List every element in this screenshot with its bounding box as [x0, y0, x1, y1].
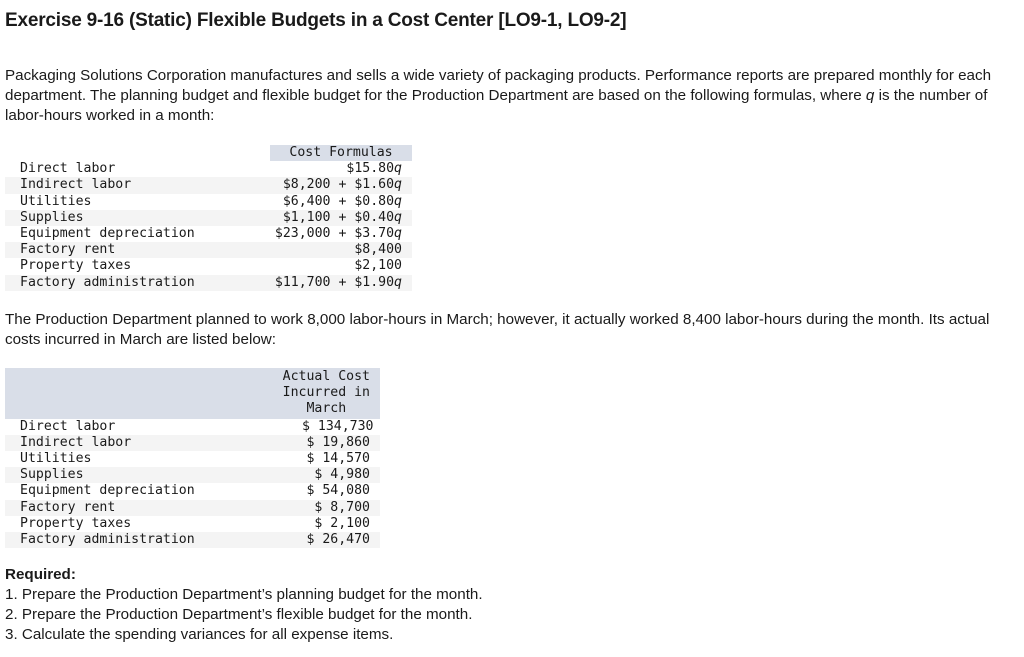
required-heading: Required: — [5, 566, 76, 583]
table-row — [5, 532, 380, 548]
actual-cost-cell — [273, 467, 380, 483]
table-row — [5, 435, 380, 451]
actual-cost-cell — [273, 419, 380, 435]
cost-formulas-table — [5, 145, 412, 291]
cost-item-label: Direct labor — [20, 418, 116, 434]
variable-symbol: q — [394, 274, 402, 290]
intro-text-after: is the number of labor-hours worked in a month: — [5, 87, 988, 124]
actual-cost-value: $ 8,700 — [314, 499, 370, 515]
fixed-cost: $6,400 — [282, 193, 331, 209]
cost-formula-cell — [270, 210, 412, 226]
variable-rate: $1.90 — [354, 274, 395, 290]
actual-cost-cell — [273, 435, 380, 451]
cost-formula-cell — [270, 177, 412, 193]
cost-item-label: Factory rent — [5, 242, 270, 258]
actual-cost-cell — [273, 483, 380, 499]
intro-text-before: Packaging Solutions Corporation manufactures and sells a wide variety of packaging products. Performance reports are prepared monthly for each department. The planning budget and flexible budget for the Production Department are based on the following formulas, where — [5, 67, 992, 104]
actual-cost-cell — [273, 516, 380, 532]
table-row — [5, 419, 380, 435]
cost-item-label: Indirect labor — [5, 435, 273, 451]
cost-item-label: Factory rent — [5, 500, 273, 516]
label-column-header — [5, 368, 273, 419]
actual-cost-value: $ 134,730 — [302, 418, 374, 434]
cost-item-label: Equipment depreciation — [20, 483, 195, 499]
actual-cost-value: $ 26,470 — [306, 532, 370, 548]
table-header-row — [5, 145, 412, 161]
actual-cost-cell — [273, 500, 380, 516]
required-section — [5, 565, 483, 645]
table-row — [5, 516, 380, 532]
table-row — [5, 483, 380, 499]
table-row — [5, 258, 412, 274]
variable-symbol: q — [394, 177, 402, 193]
actual-cost-cell — [273, 451, 380, 467]
table-row — [5, 467, 380, 483]
fixed-cost: $1,100 — [282, 209, 331, 225]
table-row — [5, 275, 412, 291]
header-line: March — [306, 401, 347, 417]
table-row — [5, 451, 380, 467]
cost-item-label: Utilities — [20, 451, 92, 467]
actual-cost-value: $ 2,100 — [314, 515, 370, 531]
cost-item-label: Indirect labor — [5, 177, 270, 193]
plus-sign: + — [338, 209, 347, 225]
cost-formula-cell — [270, 258, 412, 274]
cost-formula-cell — [270, 194, 412, 210]
cost-formula-cell — [270, 161, 412, 177]
variable-symbol: q — [394, 161, 402, 177]
plus-sign: + — [338, 193, 347, 209]
actual-cost-value: $ 4,980 — [314, 467, 370, 483]
cost-item-label: Equipment depreciation — [20, 226, 195, 242]
header-line: Actual Cost — [282, 369, 370, 384]
label-column-header — [5, 145, 270, 161]
fixed-cost: $8,200 — [282, 177, 331, 193]
intro-paragraph — [5, 66, 995, 126]
actual-cost-value: $ 19,860 — [306, 434, 370, 450]
cost-formulas-header: Cost Formulas — [270, 145, 412, 161]
table-row — [5, 500, 380, 516]
actual-costs-table — [5, 368, 380, 548]
required-item: 3. Calculate the spending variances for all expense items. — [5, 626, 394, 643]
cost-formula-cell — [270, 226, 412, 242]
table-row — [5, 242, 412, 258]
page-title: Exercise 9-16 (Static) Flexible Budgets in a Cost Center [LO9-1, LO9-2] — [5, 10, 627, 31]
cost-item-label: Property taxes — [20, 258, 132, 274]
variable-rate: $3.70 — [354, 226, 395, 242]
plus-sign: + — [338, 274, 347, 290]
table-row — [5, 226, 412, 242]
plus-sign: + — [338, 226, 347, 242]
variable-symbol: q — [394, 209, 402, 225]
fixed-cost: $8,400 — [354, 242, 402, 258]
variable-rate: $15.80 — [346, 161, 395, 177]
variable-rate: $0.80 — [354, 193, 395, 209]
intro-variable: q — [865, 87, 875, 104]
cost-item-label: Supplies — [5, 210, 270, 226]
cost-item-label: Factory administration — [5, 275, 270, 291]
fixed-cost: $2,100 — [354, 258, 402, 274]
fixed-cost: $23,000 — [274, 226, 331, 242]
table-row — [5, 177, 412, 193]
required-item: 1. Prepare the Production Department’s planning budget for the month. — [5, 586, 483, 603]
variable-rate: $1.60 — [354, 177, 395, 193]
cost-item-label: Supplies — [5, 467, 273, 483]
fixed-cost: $11,700 — [274, 274, 331, 290]
required-item: 2. Prepare the Production Department’s flexible budget for the month. — [5, 606, 473, 623]
actual-cost-value: $ 54,080 — [306, 483, 370, 499]
cost-item-label: Utilities — [20, 193, 92, 209]
middle-paragraph: The Production Department planned to work 8,000 labor-hours in March; however, it actually worked 8,400 labor-hours during the month. Its actual costs incurred in March are listed below: — [5, 311, 990, 348]
cost-item-label: Property taxes — [20, 515, 132, 531]
cost-item-label: Direct labor — [20, 161, 116, 177]
cost-formula-cell — [270, 275, 412, 291]
actual-cost-header — [273, 368, 380, 419]
table-row — [5, 161, 412, 177]
header-line: Incurred in — [282, 385, 370, 401]
table-header-row — [5, 368, 380, 419]
table-row — [5, 194, 412, 210]
cost-formula-cell — [270, 242, 412, 258]
variable-symbol: q — [394, 193, 402, 209]
actual-cost-value: $ 14,570 — [306, 451, 370, 467]
plus-sign: + — [338, 177, 347, 193]
actual-cost-cell — [273, 532, 380, 548]
table-row — [5, 210, 412, 226]
variable-symbol: q — [394, 226, 402, 242]
cost-item-label: Factory administration — [5, 532, 273, 548]
variable-rate: $0.40 — [354, 209, 395, 225]
